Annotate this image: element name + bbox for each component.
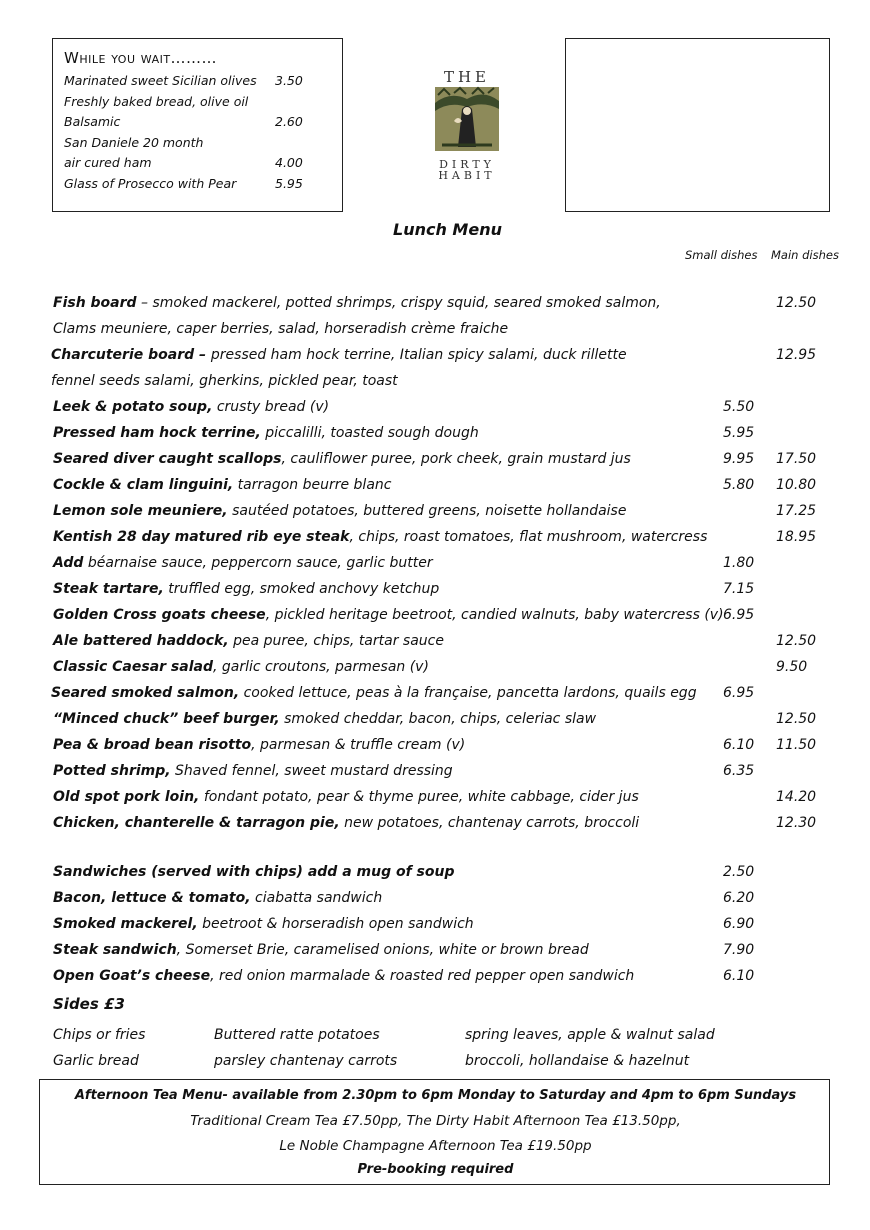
wait-item-name: Marinated sweet Sicilian olives xyxy=(64,73,257,88)
wait-item-name: San Daniele 20 month xyxy=(64,134,204,150)
dish-details: , chips, roast tomatoes, flat mushroom, watercress xyxy=(349,529,708,545)
small-dishes-header: Small dishes xyxy=(685,248,758,262)
dish-description xyxy=(51,347,627,363)
dish-description xyxy=(53,763,453,779)
dish-row xyxy=(0,815,870,841)
main-dish-price: 12.50 xyxy=(776,711,817,727)
dish-row xyxy=(0,711,870,737)
dish-name: Open Goat’s cheese xyxy=(53,968,211,984)
dish-details: ciabatta sandwich xyxy=(250,890,383,906)
dish-name: Sandwiches (served with chips) add a mug of soup xyxy=(53,864,455,880)
main-dish-price: 9.50 xyxy=(776,659,808,675)
dirty-habit-logo xyxy=(432,70,502,182)
dish-details: Shaved fennel, sweet mustard dressing xyxy=(170,763,453,779)
small-dish-price: 5.50 xyxy=(723,399,755,415)
main-dish-price: 12.50 xyxy=(776,633,817,649)
sides-title: Sides £3 xyxy=(53,995,125,1013)
dish-name: Lemon sole meuniere, xyxy=(53,503,228,519)
dish-details: truffled egg, smoked anchovy ketchup xyxy=(163,581,440,597)
dish-description xyxy=(53,295,661,311)
dish-details: – smoked mackerel, potted shrimps, crispy squid, seared smoked salmon, xyxy=(136,295,661,311)
small-dish-price: 6.95 xyxy=(723,685,755,701)
dish-name: Add xyxy=(53,555,84,571)
dish-name: Leek & potato soup, xyxy=(53,399,213,415)
wait-item-name: Glass of Prosecco with Pear xyxy=(64,175,237,191)
dish-details: pressed ham hock terrine, Italian spicy salami, duck rillette xyxy=(210,347,627,363)
dish-name: Potted shrimp, xyxy=(53,763,171,779)
main-dish-price: 17.25 xyxy=(776,503,817,519)
dish-description xyxy=(53,607,724,623)
dish-row xyxy=(0,503,870,529)
dish-description xyxy=(53,321,508,337)
dish-row xyxy=(0,347,870,373)
logo-word-dirty: DIRTY xyxy=(439,158,495,171)
dish-details: smoked cheddar, bacon, chips, celeriac slaw xyxy=(279,711,597,727)
nun-figure-icon xyxy=(432,85,502,153)
dish-details: , Somerset Brie, caramelised onions, white or brown bread xyxy=(176,942,589,958)
side-item: Chips or fries xyxy=(53,1027,146,1043)
dish-description xyxy=(53,477,391,493)
main-dishes-header: Main dishes xyxy=(771,248,839,262)
dish-details: , garlic croutons, parmesan (v) xyxy=(212,659,429,675)
dish-details: pea puree, chips, tartar sauce xyxy=(228,633,444,649)
dish-details: , parmesan & truffle cream (v) xyxy=(251,737,466,753)
dish-description xyxy=(53,425,479,441)
main-dish-price: 10.80 xyxy=(776,477,817,493)
dish-name: Ale battered haddock, xyxy=(53,633,229,649)
dish-details: beetroot & horseradish open sandwich xyxy=(197,916,474,932)
image-frame xyxy=(565,38,830,212)
afternoon-tea-line: Traditional Cream Tea £7.50pp, The Dirty Habit Afternoon Tea £13.50pp, xyxy=(190,1113,681,1129)
dish-name: “Minced chuck” beef burger, xyxy=(53,711,280,727)
wait-item xyxy=(64,114,332,135)
small-dish-price: 6.35 xyxy=(723,763,755,779)
wait-item-price: 2.60 xyxy=(275,114,303,130)
small-dish-price: 7.90 xyxy=(723,942,755,958)
dish-row xyxy=(0,581,870,607)
wait-item-name: Balsamic xyxy=(64,114,121,130)
sandwich-row xyxy=(0,968,870,994)
dish-row xyxy=(0,529,870,555)
wait-item xyxy=(64,135,332,156)
dish-description xyxy=(53,633,444,649)
dish-name: Classic Caesar salad xyxy=(53,659,213,675)
dish-name: Seared smoked salmon, xyxy=(51,685,240,701)
dish-name: Bacon, lettuce & tomato, xyxy=(53,890,251,906)
dish-description xyxy=(51,685,697,701)
dish-name: Steak sandwich xyxy=(53,942,177,958)
side-item: Buttered ratte potatoes xyxy=(214,1027,380,1043)
dish-name: Charcuterie board – xyxy=(51,347,211,363)
dish-description xyxy=(53,815,639,831)
afternoon-tea-line: Le Noble Champagne Afternoon Tea £19.50pp xyxy=(279,1138,592,1154)
small-dish-price: 6.10 xyxy=(723,968,755,984)
dish-description xyxy=(53,555,433,571)
sandwich-row xyxy=(0,864,870,890)
menu-title: Lunch Menu xyxy=(393,220,502,239)
afternoon-tea-heading: Afternoon Tea Menu- available from 2.30pm to 6pm Monday to Saturday and 4pm to 6pm Sundays xyxy=(74,1088,797,1103)
side-item: broccoli, hollandaise & hazelnut xyxy=(465,1053,690,1069)
sides-column-3 xyxy=(465,1022,715,1074)
small-dish-price: 1.80 xyxy=(723,555,755,571)
dish-details: Clams meuniere, caper berries, salad, horseradish crème fraiche xyxy=(53,321,509,337)
dish-details: béarnaise sauce, peppercorn sauce, garlic butter xyxy=(83,555,433,571)
wait-item-name: air cured ham xyxy=(64,155,152,171)
dish-details: piccalilli, toasted sough dough xyxy=(260,425,479,441)
dish-details: new potatoes, chantenay carrots, broccoli xyxy=(339,815,640,831)
small-dish-price: 5.80 xyxy=(723,477,755,493)
dish-details: fondant potato, pear & thyme puree, white cabbage, cider jus xyxy=(199,789,639,805)
dish-description xyxy=(53,711,596,727)
dish-details: , pickled heritage beetroot, candied walnuts, baby watercress (v) xyxy=(265,607,724,623)
sandwich-row xyxy=(0,942,870,968)
dish-row xyxy=(0,737,870,763)
main-dish-price: 17.50 xyxy=(776,451,817,467)
dish-description xyxy=(53,916,474,932)
dish-details: cooked lettuce, peas à la française, pancetta lardons, quails egg xyxy=(239,685,697,701)
dish-name: Seared diver caught scallops xyxy=(53,451,282,467)
afternoon-tea-box xyxy=(39,1079,830,1185)
dish-description xyxy=(53,942,589,958)
wait-item xyxy=(64,94,332,115)
dish-details: tarragon beurre blanc xyxy=(233,477,392,493)
wait-item xyxy=(64,73,332,94)
dish-name: Cockle & clam linguini, xyxy=(53,477,234,493)
dish-description xyxy=(53,581,439,597)
wait-item-name: Freshly baked bread, olive oil xyxy=(64,93,249,109)
wait-item-price: 3.50 xyxy=(275,73,303,88)
dish-row xyxy=(0,607,870,633)
dish-row xyxy=(0,633,870,659)
dish-row xyxy=(0,373,870,399)
dish-name: Pressed ham hock terrine, xyxy=(53,425,261,441)
small-dish-price: 5.95 xyxy=(723,425,755,441)
dish-name: Kentish 28 day matured rib eye steak xyxy=(53,529,350,545)
dish-row xyxy=(0,399,870,425)
small-dish-price: 6.90 xyxy=(723,916,755,932)
dish-name: Chicken, chanterelle & tarragon pie, xyxy=(53,815,340,831)
wait-item-price: 4.00 xyxy=(275,155,303,171)
dish-name: Golden Cross goats cheese xyxy=(53,607,266,623)
dish-description xyxy=(53,659,429,675)
dish-row xyxy=(0,321,870,347)
small-dish-price: 6.95 xyxy=(723,607,755,623)
while-you-wait-box xyxy=(52,38,343,212)
main-dish-price: 12.95 xyxy=(776,347,817,363)
main-dish-price: 12.50 xyxy=(776,295,817,311)
main-dish-price: 12.30 xyxy=(776,815,817,831)
dish-row xyxy=(0,295,870,321)
dish-description xyxy=(53,968,634,984)
dish-description xyxy=(53,789,639,805)
while-you-wait-title: While you wait……… xyxy=(64,49,218,67)
wait-item xyxy=(64,155,332,176)
side-item: spring leaves, apple & walnut salad xyxy=(465,1027,715,1043)
while-you-wait-list xyxy=(64,73,332,197)
dish-details: , cauliflower puree, pork cheek, grain mustard jus xyxy=(281,451,631,467)
dish-name: Pea & broad bean risotto xyxy=(53,737,252,753)
sandwich-row xyxy=(0,916,870,942)
small-dish-price: 2.50 xyxy=(723,864,755,880)
dish-details: , red onion marmalade & roasted red pepper open sandwich xyxy=(210,968,635,984)
dish-details: sautéed potatoes, buttered greens, noisette hollandaise xyxy=(227,503,627,519)
dish-row xyxy=(0,685,870,711)
side-item: parsley chantenay carrots xyxy=(214,1053,398,1069)
dish-description xyxy=(51,373,398,389)
dish-row xyxy=(0,763,870,789)
dish-row xyxy=(0,425,870,451)
sides-column-1 xyxy=(53,1022,145,1074)
dish-name: Steak tartare, xyxy=(53,581,164,597)
sides-column-2 xyxy=(214,1022,397,1074)
pre-booking-note: Pre-booking required xyxy=(357,1162,514,1177)
dish-description xyxy=(53,864,454,880)
dish-description xyxy=(53,399,329,415)
dish-description xyxy=(53,737,465,753)
dish-row xyxy=(0,477,870,503)
wait-item xyxy=(64,176,332,197)
logo-word-the: THE xyxy=(443,68,491,86)
small-dish-price: 7.15 xyxy=(723,581,755,597)
main-dish-price: 11.50 xyxy=(776,737,817,753)
dish-description xyxy=(53,503,626,519)
dish-description xyxy=(53,890,382,906)
dish-row xyxy=(0,659,870,685)
dish-details: fennel seeds salami, gherkins, pickled pear, toast xyxy=(51,373,398,389)
dish-details: crusty bread (v) xyxy=(212,399,330,415)
dish-name: Old spot pork loin, xyxy=(53,789,200,805)
dish-name: Smoked mackerel, xyxy=(53,916,198,932)
dish-description xyxy=(53,529,707,545)
sandwich-row xyxy=(0,890,870,916)
small-dish-price: 9.95 xyxy=(723,451,755,467)
dish-row xyxy=(0,451,870,477)
main-dish-price: 14.20 xyxy=(776,789,817,805)
dish-row xyxy=(0,789,870,815)
small-dish-price: 6.20 xyxy=(723,890,755,906)
small-dish-price: 6.10 xyxy=(723,737,755,753)
main-dish-price: 18.95 xyxy=(776,529,817,545)
dish-row xyxy=(0,555,870,581)
wait-item-price: 5.95 xyxy=(275,175,303,191)
dish-description xyxy=(53,451,631,467)
dish-name: Fish board xyxy=(53,295,137,311)
side-item: Garlic bread xyxy=(53,1053,139,1069)
logo-word-habit: HABIT xyxy=(438,169,496,182)
